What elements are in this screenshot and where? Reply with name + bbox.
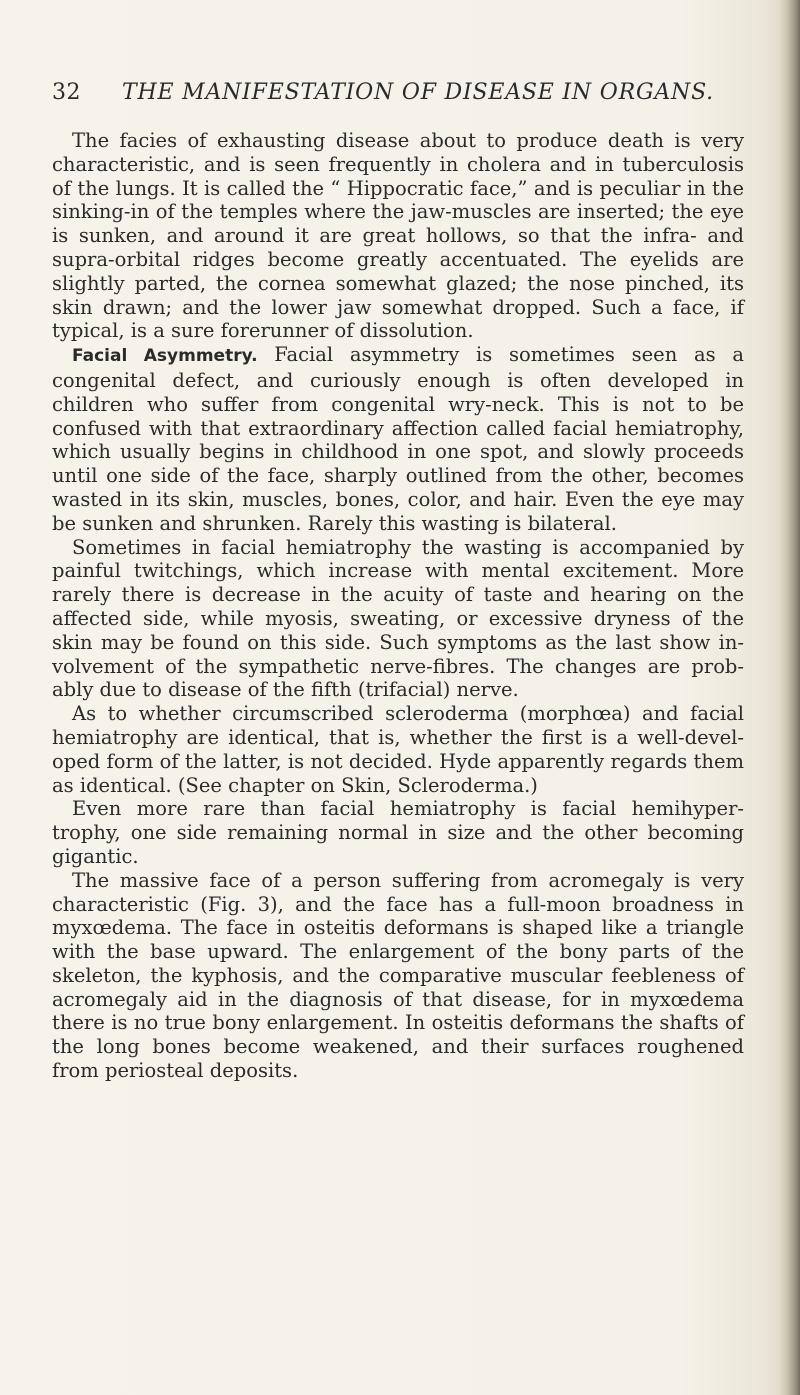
paragraph-hippocratic-face (52, 129, 744, 343)
paragraph-hemiatrophy-symptoms (52, 536, 744, 703)
paragraph-text: The facies of exhausting disease about to produce death is very characteristic, and is seen frequently in cholera and in tuberculosis of the lungs. It is called the “ Hippocratic face,” and is peculiar in the sinking-in of the temples where the jaw-muscles are inserted; the eye is sunken, and around it are great hollows, so that the infra- and supra-orbital ridges become greatly accentuated. The eyelids are slightly parted, the cornea somewhat glazed; the nose pinched, its skin drawn; and the lower jaw somewhat dropped. Such a face, if typical, is a sure forerunner of dissolution. (52, 129, 744, 343)
paragraph-acromegaly (52, 869, 744, 1083)
paragraph-text: Facial asymmetry is sometimes seen as a congenital defect, and curiously enough is often developed in children who suffer from congenital wry-neck. This is not to be confused with that extraordinary affection called facial hemiatrophy, which usually begins in childhood in one spot, and slowly proceeds until one side of the face, sharply outlined from the other, becomes wasted in its skin, muscles, bones, color, and hair. Even the eye may be sunken and shrunken. Rarely this wasting is bilateral. (52, 343, 744, 535)
running-header (52, 80, 742, 110)
paragraph-text: Sometimes in facial hemiatrophy the wasting is accompanied by painful twitchings, which increase with mental excitement. More rarely there is decrease in the acuity of taste and hearing on the affected side, while myosis, sweating, or excessive dryness of the skin may be found on this side. Such symptoms as the last show in- volvement of the sympathetic nerve-fibres. The changes are prob- ably due to disease of the fifth (trifacial) nerve. (52, 535, 744, 702)
paragraph-facial-asymmetry (52, 343, 744, 535)
page-number: 32 (52, 80, 81, 105)
paragraph-hemihypertrophy (52, 797, 744, 868)
section-heading: Facial Asymmetry. (72, 346, 258, 367)
paragraph-text: Even more rare than facial hemiatrophy is facial hemihyper- trophy, one side remaining normal in size and the other becoming gigantic. (52, 797, 744, 868)
paragraph-scleroderma (52, 702, 744, 797)
paragraph-text: As to whether circumscribed scleroderma (morphœa) and facial hemiatrophy are identical, that is, whether the first is a well-devel- oped form of the latter, is not decided. Hyde apparently regards them as identical. (See chapter on Skin, Scleroderma.) (52, 702, 744, 797)
paragraph-text: The massive face of a person suffering from acromegaly is very characteristic (Fig. 3), and the face has a full-moon broadness in myxœdema. The face in osteitis deformans is shaped like a triangle with the base upward. The enlargement of the bony parts of the skeleton, the kyphosis, and the comparative muscular feebleness of acromegaly aid in the diagnosis of that disease, for in myxœdema there is no true bony enlargement. In osteitis deformans the shafts of the long bones become weakened, and their surfaces roughened from periosteal deposits. (52, 868, 744, 1083)
page-edge-shadow (778, 0, 800, 1395)
running-title: THE MANIFESTATION OF DISEASE IN ORGANS. (122, 80, 714, 105)
page-body (52, 129, 744, 1083)
